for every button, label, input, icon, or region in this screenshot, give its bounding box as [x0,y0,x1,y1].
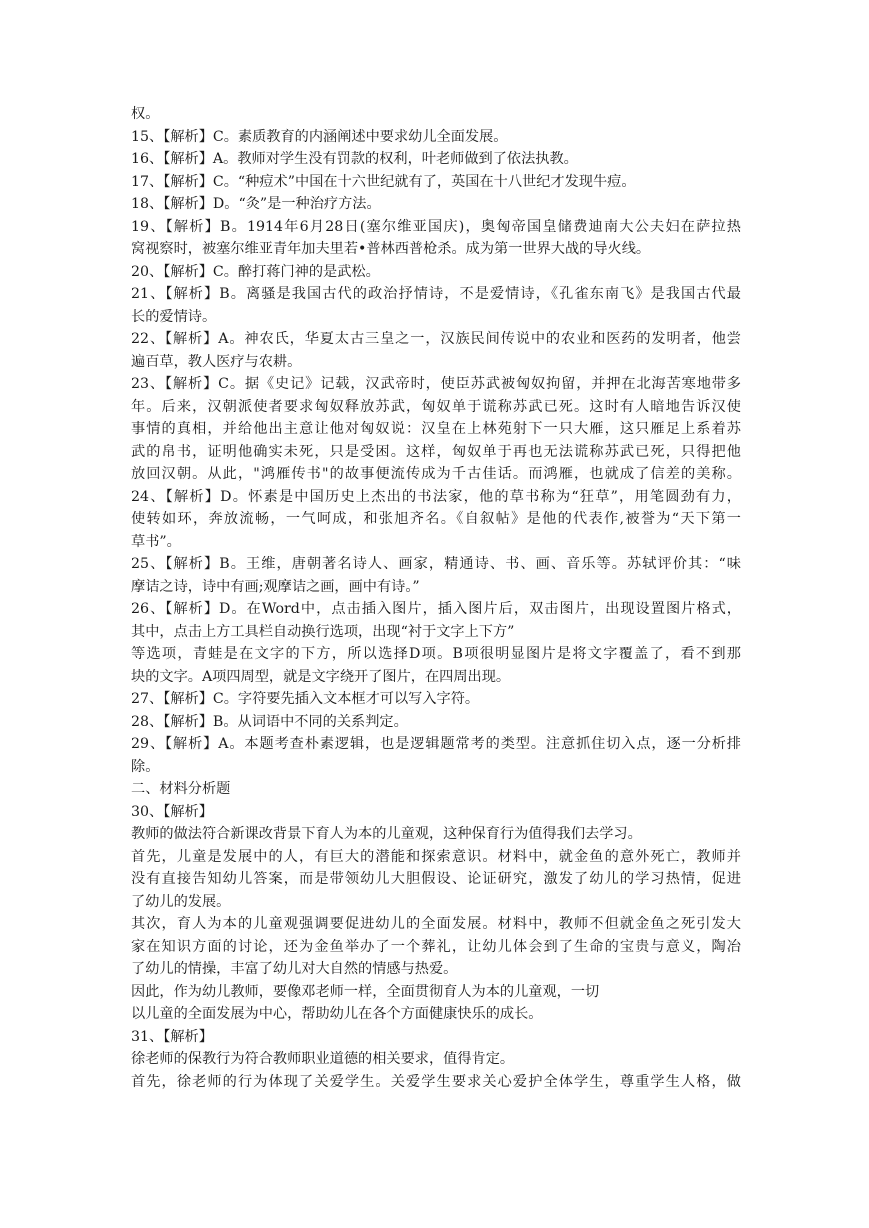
text-line: 25、【解析】B。王维，唐朝著名诗人、画家，精通诗、书、画、音乐等。苏轼评价其：“味 [131,556,741,572]
text-line: 长的爱情诗。 [131,308,217,325]
text-line: 没有直接告知幼儿答案，而是带领幼儿大胆假设、论证研究，激发了幼儿的学习热情，促进 [131,871,741,887]
answer-analysis-text [131,103,741,1093]
text-line: 除。 [131,758,160,775]
text-line: 徐老师的保教行为符合教师职业道德的相关要求，值得肯定。 [131,1051,515,1067]
text-line: 放回汉朝。从此，"鸿雁传书"的故事便流传成为千古佳话。而鸿雁，也就成了信差的美称。 [131,466,741,482]
text-line: 教师的做法符合新课改背景下育人为本的儿童观，这种保育行为值得我们去学习。 [131,826,642,842]
text-line: 其中，点击上方工具栏自动换行选项，出现“衬于文字上下方” [131,623,515,640]
text-line: 草书”。 [131,533,181,550]
text-line: 29、【解析】A。本题考查朴素逻辑，也是逻辑题常考的类型。注意抓住切入点，逐一分析排 [131,736,741,752]
text-line: 30、【解析】 [131,803,213,820]
text-line: 因此，作为幼儿教师，要像邓老师一样，全面贯彻育人为本的儿童观，一切 [131,983,600,1000]
text-line: 27、【解析】C。字符要先插入文本框才可以写入字符。 [131,691,480,707]
text-line: 年。后来，汉朝派使者要求匈奴释放苏武，匈奴单于谎称苏武已死。这时有人暗地告诉汉使 [131,398,741,415]
text-line: 以儿童的全面发展为中心，帮助幼儿在各个方面健康快乐的成长。 [131,1006,543,1022]
text-line: 22、【解析】A。神农氏，华夏太古三皇之一，汉族民间传说中的农业和医药的发明者，他尝 [131,331,741,347]
text-line: 了幼儿的发展。 [131,893,231,910]
text-line: 家在知识方面的讨论，还为金鱼举办了一个葬礼，让幼儿体会到了生命的宝贵与意义，陶冶 [131,938,741,955]
text-line: 首先，徐老师的行为体现了关爱学生。关爱学生要求关心爱护全体学生，尊重学生人格，做 [131,1073,741,1090]
text-line: 遍百草，教人医疗与农耕。 [131,353,302,370]
text-line: 权。 [131,106,160,122]
text-line: 21、【解析】B。离骚是我国古代的政治抒情诗，不是爱情诗，《孔雀东南飞》是我国古代最 [131,286,741,302]
text-line: 24、【解析】D。怀素是中国历史上杰出的书法家，他的草书称为“狂草”，用笔圆劲有力， [131,488,741,505]
text-line: 二、材料分析题 [131,781,231,797]
text-line: 其次，育人为本的儿童观强调要促进幼儿的全面发展。材料中，教师不但就金鱼之死引发大 [131,916,741,932]
text-line: 16、【解析】A。教师对学生没有罚款的权利，叶老师做到了依法执教。 [131,151,578,167]
text-line: 17、【解析】C。“种痘术”中国在十六世纪就有了，英国在十八世纪才发现牛痘。 [131,173,636,190]
text-line: 块的文字。A项四周型，就是文字绕开了图片，在四周出现。 [131,668,511,685]
text-line: 19、【解析】B。1914年6月28日(塞尔维亚国庆)，奥匈帝国皇储费迪南大公夫妇在萨拉热 [131,218,741,235]
text-line: 使转如环，奔放流畅，一气呵成，和张旭齐名。《自叙帖》是他的代表作,被誉为“天下第一 [131,511,741,527]
text-line: 等选项，青蛙是在文字的下方，所以选择D项。B项很明显图片是将文字覆盖了，看不到那 [131,646,741,662]
text-line: 了幼儿的情操，丰富了幼儿对大自然的情感与热爱。 [131,961,458,977]
text-line: 武的帛书，证明他确实未死，只是受困。这样，匈奴单于再也无法谎称苏武已死，只得把他 [131,443,741,460]
text-line: 首先，儿童是发展中的人，有巨大的潜能和探索意识。材料中，就金鱼的意外死亡，教师并 [131,848,741,865]
text-line: 31、【解析】 [131,1028,213,1045]
text-line: 窝视察时，被塞尔维亚青年加夫里若•普林西普枪杀。成为第一世界大战的导火线。 [131,241,651,257]
text-line: 28、【解析】B。从词语中不同的关系判定。 [131,713,408,730]
text-line: 23、【解析】C。据《史记》记载，汉武帝时，使臣苏武被匈奴拘留，并押在北海苦寒地带多 [131,376,741,392]
text-line: 18、【解析】D。“灸”是一种治疗方法。 [131,196,381,212]
text-line: 摩诘之诗，诗中有画;观摩诘之画，画中有诗。” [131,578,420,595]
text-line: 20、【解析】C。醉打蒋门神的是武松。 [131,263,380,280]
text-line: 26、【解析】D。在Word中，点击插入图片，插入图片后，双击图片，出现设置图片格式， [131,601,741,617]
text-line: 事情的真相，并给他出主意让他对匈奴说：汉皇在上林苑射下一只大雁，这只雁足上系着苏 [131,421,741,437]
text-line: 15、【解析】C。素质教育的内涵阐述中要求幼儿全面发展。 [131,128,508,145]
